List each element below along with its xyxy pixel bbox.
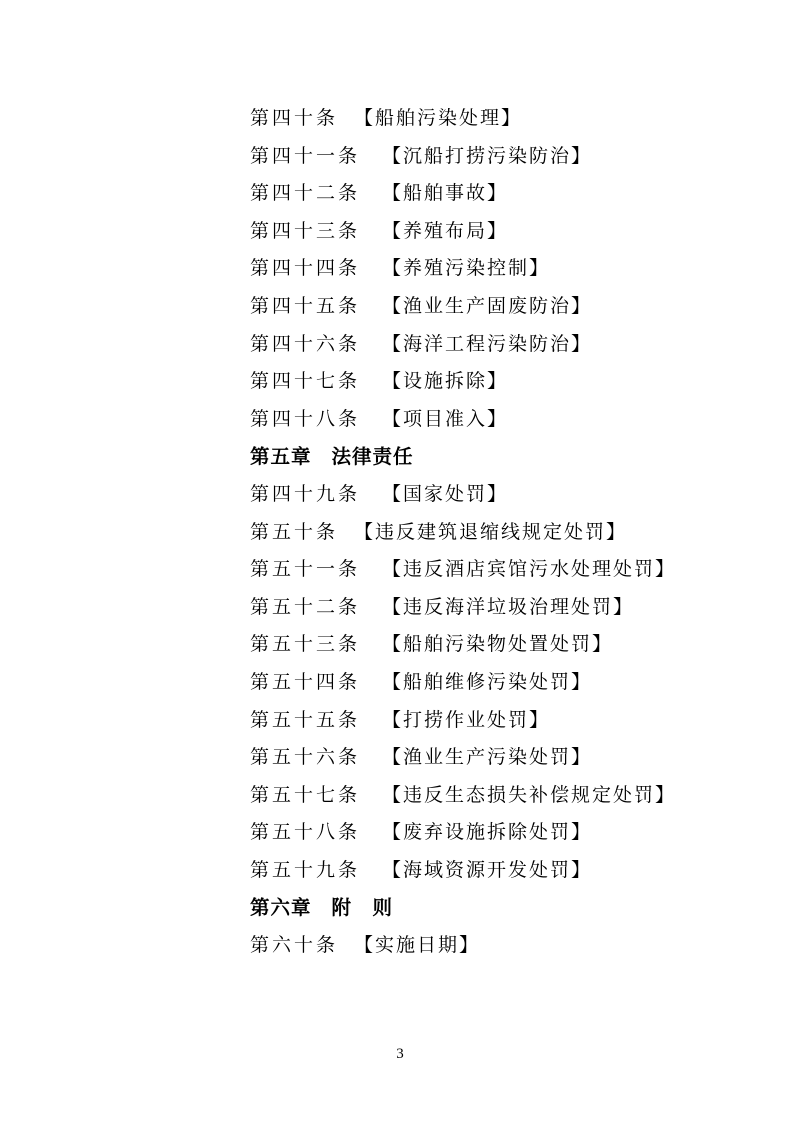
article-number: 第五十九条: [250, 858, 361, 881]
toc-article-entry: [250, 814, 750, 852]
article-title: 【海洋工程污染防治】: [382, 332, 593, 355]
article-number: 第五十一条: [250, 558, 361, 581]
article-number: 第五十五条: [250, 708, 361, 731]
toc-chapter-heading: [250, 438, 750, 476]
article-number: 第四十四条: [250, 257, 361, 280]
article-title: 【船舶污染物处置处罚】: [382, 633, 614, 656]
toc-chapter-heading: [250, 889, 750, 927]
toc-article-entry: [250, 664, 750, 702]
article-number: 第五十六条: [250, 746, 361, 769]
article-title: 【渔业生产固废防治】: [382, 294, 593, 317]
article-title: 【国家处罚】: [382, 482, 509, 505]
article-number: 第四十八条: [250, 407, 361, 430]
toc-article-entry: [250, 100, 750, 138]
toc-article-entry: [250, 326, 750, 364]
article-number: 第五十七条: [250, 783, 361, 806]
article-title: 【养殖布局】: [382, 219, 509, 242]
article-title: 【打捞作业处罚】: [382, 708, 551, 731]
toc-article-entry: [250, 250, 750, 288]
toc-article-entry: [250, 401, 750, 439]
article-number: 第五十三条: [250, 633, 361, 656]
article-title: 【违反海洋垃圾治理处罚】: [382, 595, 635, 618]
chapter-title: 法律责任: [331, 445, 414, 469]
article-title: 【海域资源开发处罚】: [382, 858, 593, 881]
article-number: 第四十二条: [250, 182, 361, 205]
toc-article-entry: [250, 551, 750, 589]
article-title: 【船舶维修污染处罚】: [382, 670, 593, 693]
article-title: 【废弃设施拆除处罚】: [382, 821, 593, 844]
article-title: 【船舶污染处理】: [354, 107, 523, 129]
article-title: 【渔业生产污染处罚】: [382, 746, 593, 769]
table-of-contents: [250, 100, 750, 965]
article-title: 【违反建筑退缩线规定处罚】: [354, 520, 628, 543]
toc-article-entry: [250, 589, 750, 627]
article-title: 【沉船打捞污染防治】: [382, 144, 593, 167]
toc-article-entry: [250, 739, 750, 777]
article-title: 【养殖污染控制】: [382, 257, 551, 280]
article-title: 【设施拆除】: [382, 370, 509, 393]
article-number: 第四十条: [250, 107, 339, 129]
article-number: 第四十七条: [250, 370, 361, 393]
article-title: 【实施日期】: [354, 934, 481, 957]
toc-article-entry: [250, 363, 750, 401]
article-number: 第五十条: [250, 520, 339, 543]
article-number: 第四十一条: [250, 144, 361, 167]
article-title: 【船舶事故】: [382, 182, 509, 205]
toc-article-entry: [250, 213, 750, 251]
toc-article-entry: [250, 852, 750, 890]
toc-article-entry: [250, 777, 750, 815]
toc-article-entry: [250, 175, 750, 213]
toc-article-entry: [250, 626, 750, 664]
toc-article-entry: [250, 514, 750, 552]
toc-article-entry: [250, 138, 750, 176]
chapter-title: 附 则: [331, 896, 394, 920]
chapter-number: 第六章: [250, 896, 312, 920]
article-number: 第五十八条: [250, 821, 361, 844]
article-number: 第六十条: [250, 934, 339, 957]
toc-article-entry: [250, 288, 750, 326]
toc-article-entry: [250, 476, 750, 514]
article-number: 第五十四条: [250, 670, 361, 693]
article-title: 【违反酒店宾馆污水处理处罚】: [382, 558, 677, 581]
article-number: 第四十三条: [250, 219, 361, 242]
article-number: 第五十二条: [250, 595, 361, 618]
article-title: 【违反生态损失补偿规定处罚】: [382, 783, 677, 806]
article-title: 【项目准入】: [382, 407, 509, 430]
toc-article-entry: [250, 702, 750, 740]
article-number: 第四十五条: [250, 294, 361, 317]
article-number: 第四十九条: [250, 482, 361, 505]
chapter-number: 第五章: [250, 445, 312, 469]
article-number: 第四十六条: [250, 332, 361, 355]
page-number: 3: [396, 1046, 404, 1062]
toc-article-entry: [250, 927, 750, 965]
